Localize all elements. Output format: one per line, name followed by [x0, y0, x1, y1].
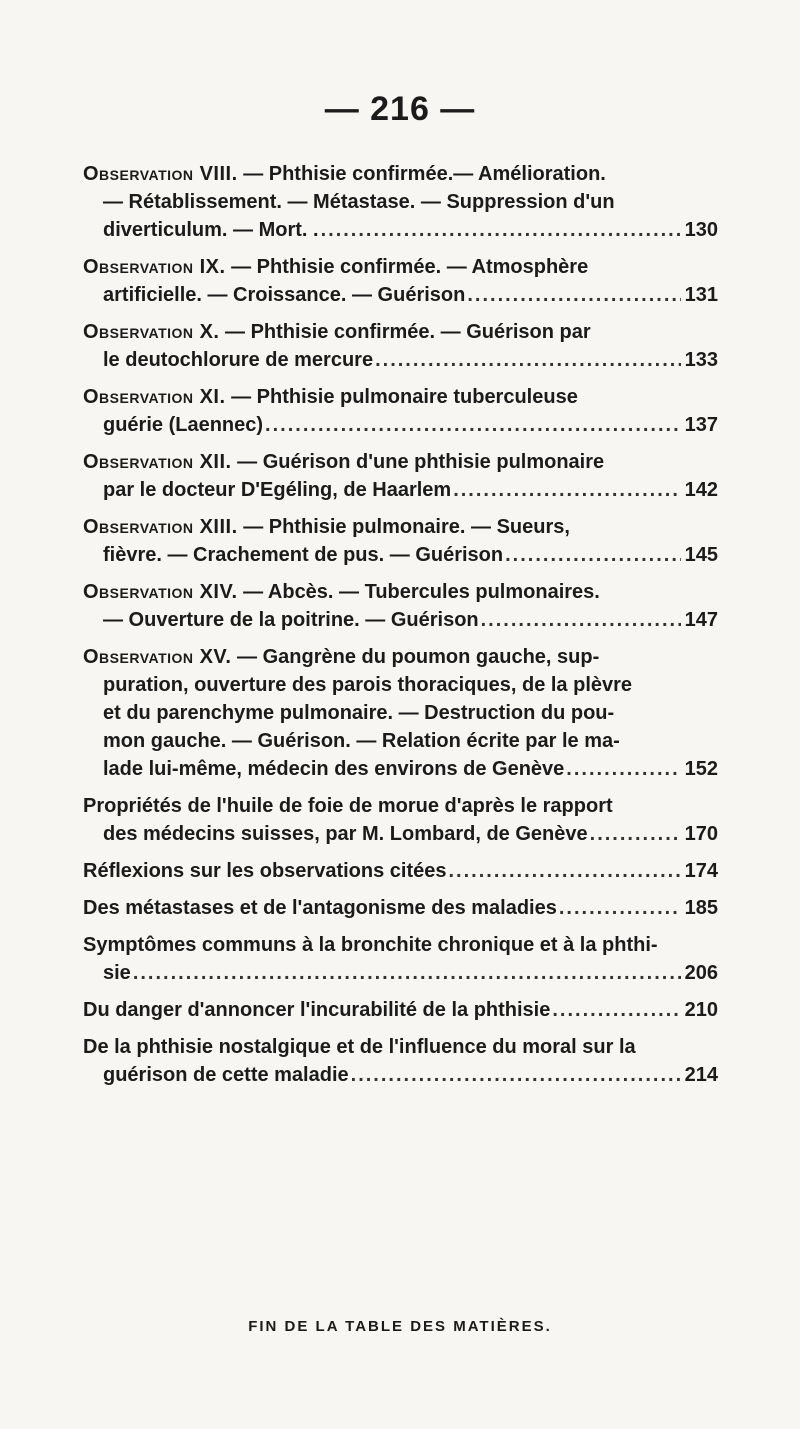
toc-line: [83, 188, 718, 216]
observation-label: Observation IX.: [83, 256, 226, 278]
toc-entry: [83, 857, 718, 885]
toc-line: [83, 216, 718, 244]
observation-label: Observation XIV.: [83, 581, 238, 603]
toc-text: fièvre. — Crachement de pus. — Guérison: [103, 544, 504, 566]
toc-text: — Abcès. — Tubercules pulmonaires.: [237, 581, 600, 603]
toc-text: guérison de cette maladie: [103, 1064, 349, 1086]
toc-text: De la phthisie nostalgique et de l'influence du moral sur la: [83, 1036, 636, 1058]
toc-text: puration, ouverture des parois thoraciques, de la plèvre: [103, 674, 633, 696]
toc-text: le deutochlorure de mercure: [103, 349, 374, 371]
toc-entry: [83, 318, 718, 374]
dot-leader: [566, 755, 680, 783]
page-ref: 214: [684, 1064, 718, 1086]
toc-text: Symptômes communs à la bronchite chronique et à la phthi-: [83, 934, 658, 956]
toc-text: — Phthisie confirmée. — Guérison par: [219, 321, 591, 343]
toc-line: [83, 411, 718, 439]
toc-entry: [83, 996, 718, 1024]
dot-leader: [590, 820, 681, 848]
toc-line: [83, 476, 718, 504]
dot-leader: [481, 606, 681, 634]
toc-entry: [83, 448, 718, 504]
toc-entry: [83, 253, 718, 309]
toc-line: [83, 578, 718, 606]
observation-label: Observation XI.: [83, 386, 226, 408]
page-ref: 142: [684, 479, 718, 501]
toc-line: [83, 671, 718, 699]
end-of-table-note: FIN DE LA TABLE DES MATIÈRES.: [248, 1318, 552, 1335]
toc-line: [83, 820, 718, 848]
dot-leader: [321, 216, 681, 244]
toc-text: artificielle. — Croissance. — Guérison: [103, 284, 466, 306]
observation-label: Observation VIII.: [83, 163, 238, 185]
toc-line: [83, 541, 718, 569]
observation-label: Observation XII.: [83, 451, 232, 473]
dot-leader: [552, 996, 680, 1024]
toc-text: — Phthisie pulmonaire tuberculeuse: [225, 386, 578, 408]
toc-text: des médecins suisses, par M. Lombard, de Genève: [103, 823, 588, 845]
toc-entry: [83, 1033, 718, 1089]
dot-leader: [375, 346, 681, 374]
toc-entry: [83, 513, 718, 569]
toc-line: [83, 996, 718, 1024]
toc-line: [83, 346, 718, 374]
page-ref: 133: [684, 349, 718, 371]
toc-line: [83, 857, 718, 885]
dot-leader: [351, 1061, 681, 1089]
toc-text: — Guérison d'une phthisie pulmonaire: [231, 451, 605, 473]
toc-line: [83, 318, 718, 346]
toc-line: [83, 281, 718, 309]
toc-entry: [83, 931, 718, 987]
toc-entry: [83, 160, 718, 244]
table-of-contents: [83, 160, 718, 1098]
toc-line: [83, 894, 718, 922]
toc-entry: [83, 792, 718, 848]
toc-line: [83, 792, 718, 820]
toc-text: mon gauche. — Guérison. — Relation écrite par le ma-: [103, 730, 620, 752]
page-ref: 137: [684, 414, 718, 436]
dot-leader: [505, 541, 681, 569]
dot-leader: [559, 894, 681, 922]
page-ref: 185: [684, 897, 718, 919]
toc-text: — Ouverture de la poitrine. — Guérison: [103, 609, 479, 631]
toc-line: [83, 160, 718, 188]
toc-line: [83, 253, 718, 281]
observation-label: Observation X.: [83, 321, 220, 343]
dot-leader: [453, 476, 680, 504]
toc-text: et du parenchyme pulmonaire. — Destruction du pou-: [103, 702, 615, 724]
toc-line: [83, 931, 718, 959]
page-ref: 147: [684, 609, 718, 631]
page-ref: 130: [684, 219, 718, 241]
toc-text: — Gangrène du poumon gauche, sup-: [231, 646, 600, 668]
toc-line: [83, 755, 718, 783]
dot-leader: [449, 857, 681, 885]
toc-text: lade lui-même, médecin des environs de Genève: [103, 758, 565, 780]
toc-entry: [83, 578, 718, 634]
toc-text: guérie (Laennec): [103, 414, 264, 436]
toc-text: Du danger d'annoncer l'incurabilité de la phthisie: [83, 999, 551, 1021]
page-ref: 145: [684, 544, 718, 566]
page-number: — 216 —: [324, 90, 476, 128]
page-ref: 206: [684, 962, 718, 984]
dot-leader: [133, 959, 681, 987]
observation-label: Observation XV.: [83, 646, 232, 668]
observation-label: Observation XIII.: [83, 516, 238, 538]
toc-line: [83, 643, 718, 671]
page-ref: 152: [684, 758, 718, 780]
toc-text: diverticulum. — Mort. .: [103, 219, 319, 241]
toc-line: [83, 383, 718, 411]
page-ref: 174: [684, 860, 718, 882]
toc-entry: [83, 383, 718, 439]
toc-text: Des métastases et de l'antagonisme des maladies: [83, 897, 557, 919]
toc-text: — Phthisie confirmée. — Atmosphère: [225, 256, 589, 278]
toc-entry: [83, 894, 718, 922]
toc-text: sie: [103, 962, 131, 984]
toc-text: — Phthisie pulmonaire. — Sueurs,: [237, 516, 570, 538]
page-ref: 210: [684, 999, 718, 1021]
toc-text: Propriétés de l'huile de foie de morue d'après le rapport: [83, 795, 613, 817]
toc-text: Réflexions sur les observations citées: [83, 860, 447, 882]
toc-text: — Rétablissement. — Métastase. — Suppression d'un: [103, 191, 615, 213]
page-ref: 170: [684, 823, 718, 845]
toc-line: [83, 1061, 718, 1089]
toc-line: [83, 448, 718, 476]
page-ref: 131: [684, 284, 718, 306]
toc-line: [83, 1033, 718, 1061]
toc-entry: [83, 643, 718, 783]
toc-line: [83, 513, 718, 541]
dot-leader: [467, 281, 680, 309]
dot-leader: [265, 411, 681, 439]
toc-line: [83, 606, 718, 634]
toc-line: [83, 699, 718, 727]
toc-line: [83, 727, 718, 755]
toc-text: par le docteur D'Egéling, de Haarlem: [103, 479, 452, 501]
toc-line: [83, 959, 718, 987]
toc-text: — Phthisie confirmée.— Amélioration.: [237, 163, 606, 185]
